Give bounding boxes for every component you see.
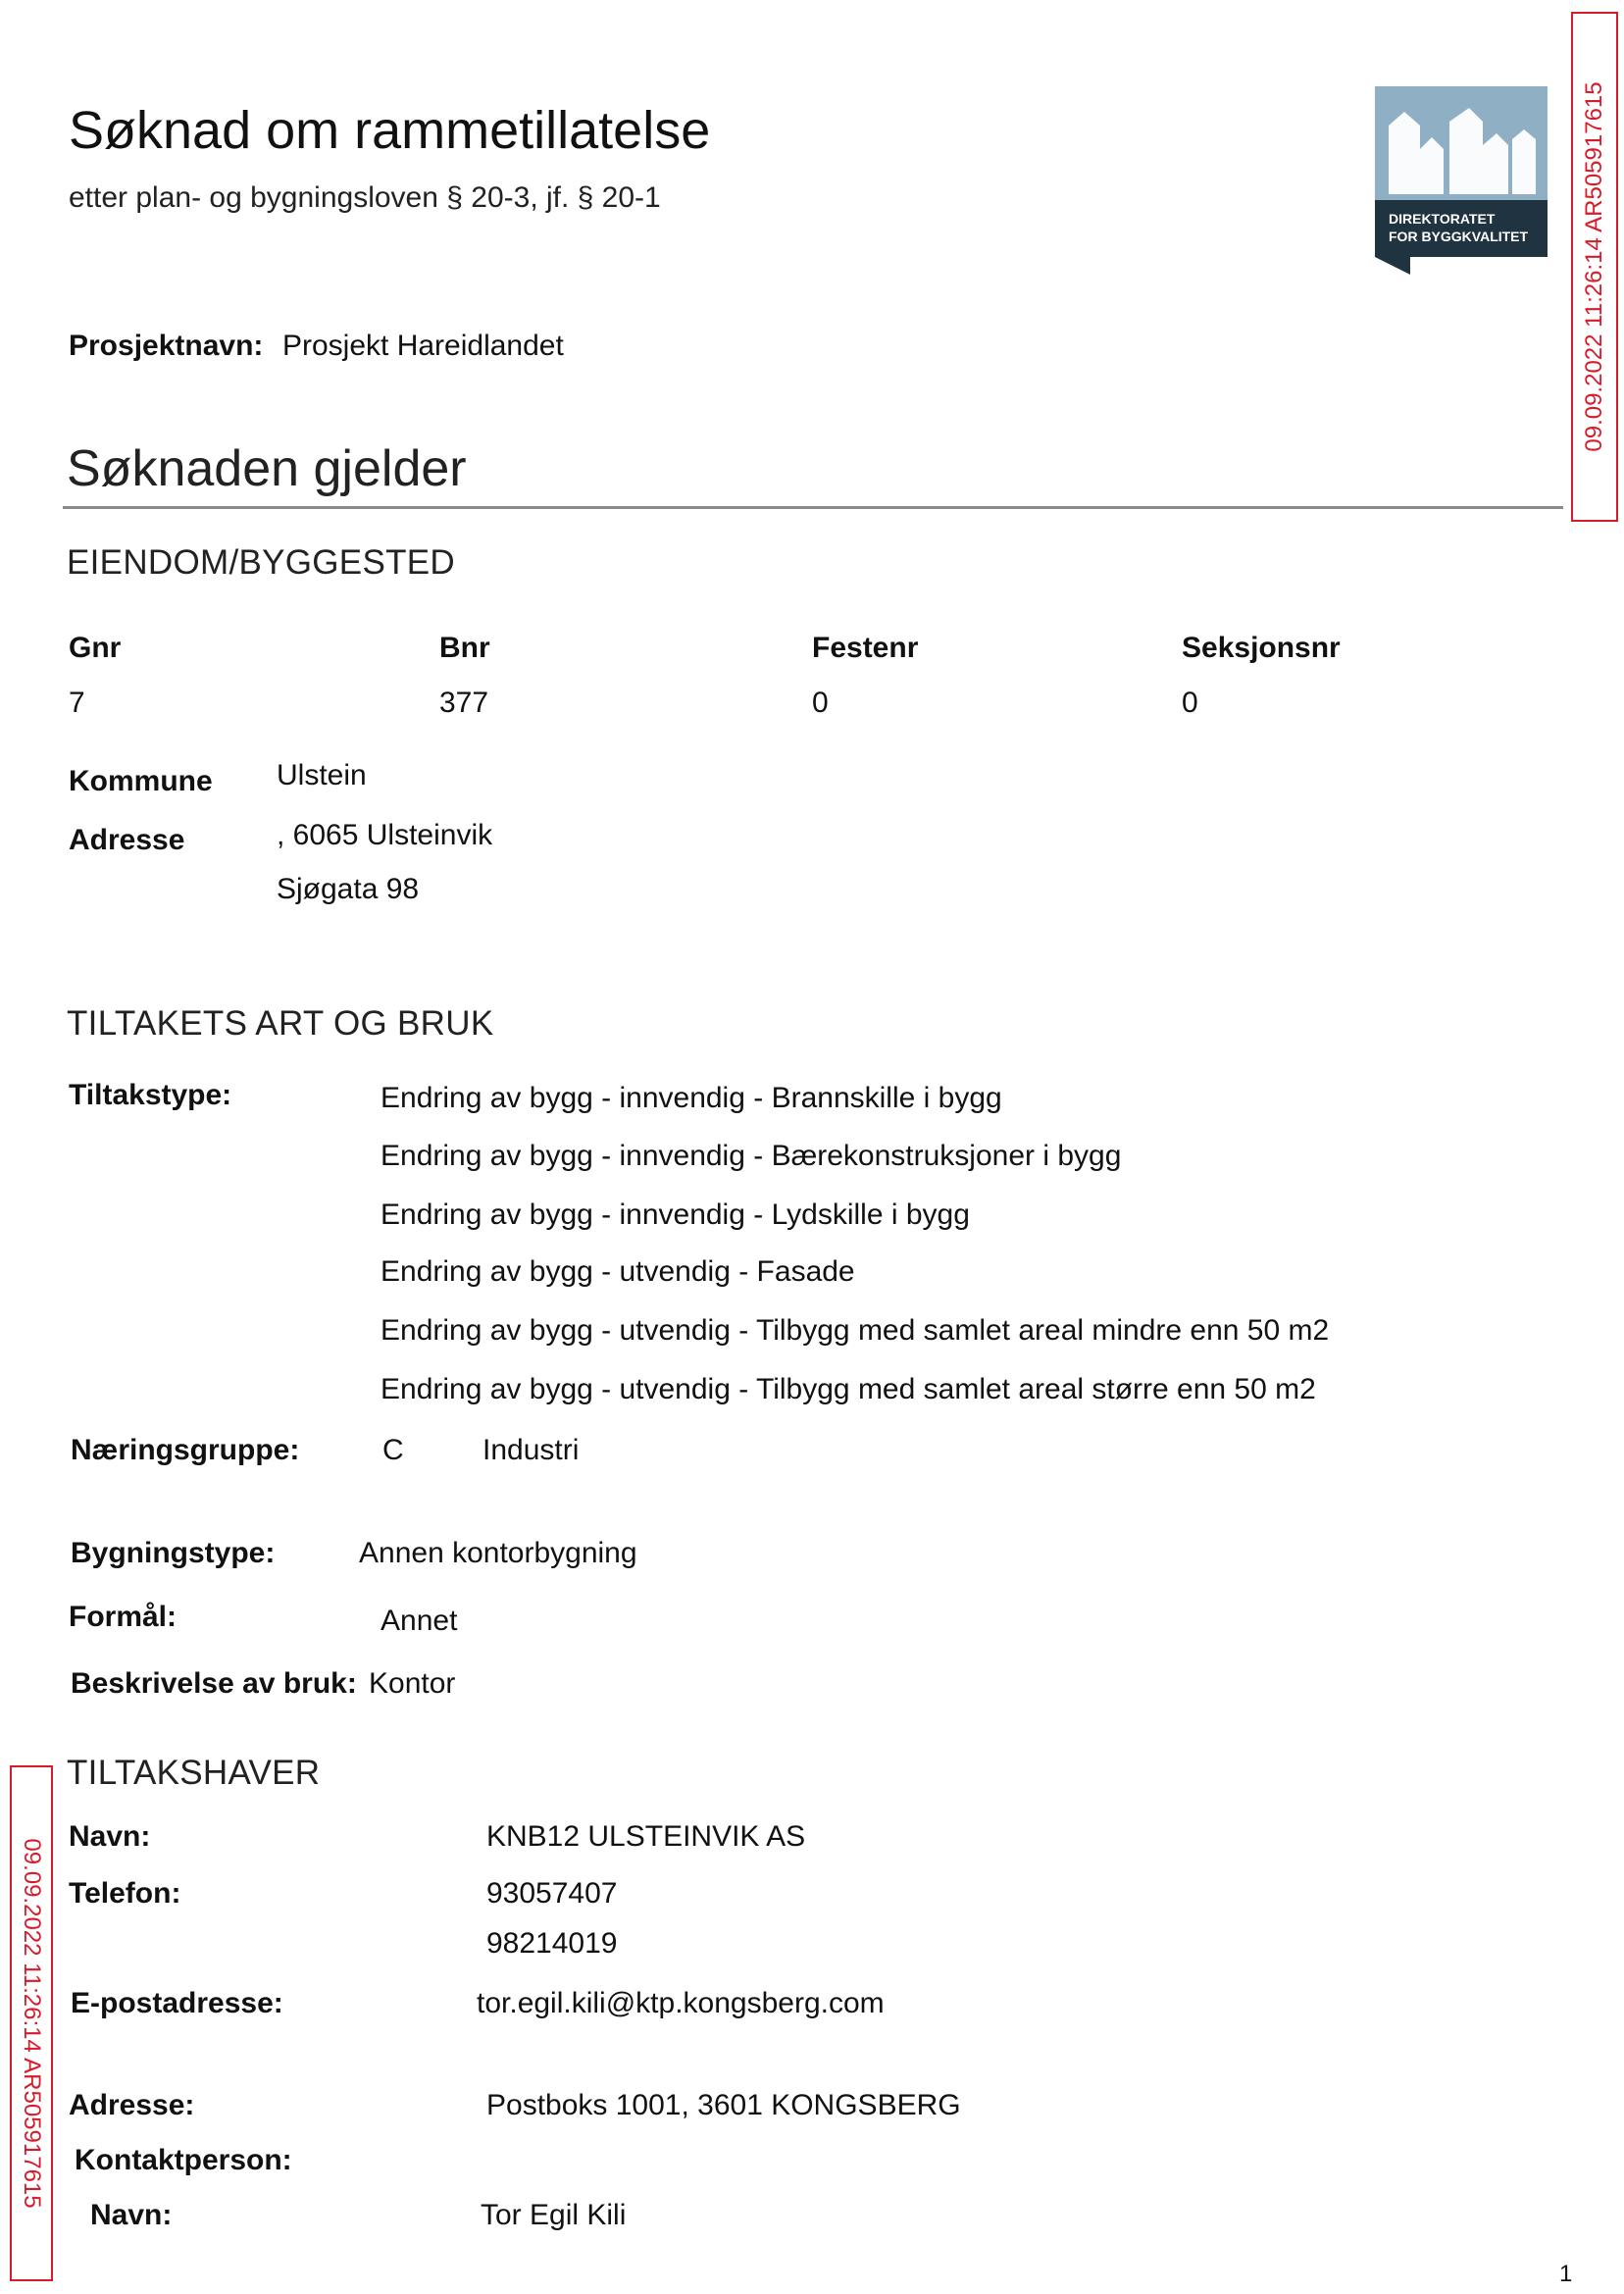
bnr-value: 377	[439, 687, 489, 719]
project-value: Prosjekt Hareidlandet	[282, 330, 564, 362]
festenr-label: Festenr	[812, 632, 919, 664]
bygningstype-value: Annen kontorbygning	[359, 1537, 637, 1569]
naeringsgruppe-code: C	[382, 1434, 404, 1466]
stamp-right-text: 09.09.2022 11:26:14 AR505917615	[1581, 81, 1607, 452]
page-number: 1	[1559, 2261, 1573, 2287]
logo-text-1: DIREKTORATET	[1389, 211, 1496, 227]
stamp-left	[10, 1765, 53, 2281]
beskrivelse-label: Beskrivelse av bruk:	[71, 1667, 357, 1700]
stamp-right	[1571, 12, 1618, 522]
logo-text-2: FOR BYGGKVALITET	[1389, 229, 1529, 244]
kommune-label: Kommune	[69, 765, 213, 797]
document-title: Søknad om rammetillatelse	[69, 101, 711, 160]
seksjonsnr-label: Seksjonsnr	[1182, 632, 1341, 664]
tiltakstype-label: Tiltakstype:	[69, 1079, 232, 1111]
tiltakshaver-adresse-value: Postboks 1001, 3601 KONGSBERG	[486, 2089, 961, 2121]
stamp-left-text: 09.09.2022 11:26:14 AR505917615	[19, 1838, 45, 2209]
adresse-label: Adresse	[69, 824, 185, 856]
formal-label: Formål:	[69, 1601, 178, 1633]
tiltakstype-item: Endring av bygg - utvendig - Fasade	[381, 1255, 855, 1288]
telefon-value: 93057407	[486, 1877, 618, 1910]
tiltakstype-item: Endring av bygg - utvendig - Tilbygg med samlet areal mindre enn 50 m2	[381, 1314, 1330, 1347]
gnr-label: Gnr	[69, 632, 122, 664]
dibk-logo-icon	[1375, 86, 1548, 275]
kontakt-navn-value: Tor Egil Kili	[481, 2199, 627, 2231]
bygningstype-label: Bygningstype:	[71, 1537, 276, 1569]
document-subtitle: etter plan- og bygningsloven § 20-3, jf. § 20-1	[69, 181, 661, 214]
tiltakstype-item: Endring av bygg - innvendig - Bærekonstruksjoner i bygg	[381, 1140, 1122, 1172]
kontaktperson-label: Kontaktperson:	[75, 2144, 292, 2176]
telefon-label: Telefon:	[69, 1877, 181, 1910]
tiltakstype-item: Endring av bygg - utvendig - Tilbygg med samlet areal større enn 50 m2	[381, 1373, 1316, 1405]
epost-value: tor.egil.kili@ktp.kongsberg.com	[477, 1987, 885, 2019]
tiltakshaver-adresse-label: Adresse:	[69, 2089, 195, 2121]
beskrivelse-value: Kontor	[369, 1667, 456, 1700]
kommune-value: Ulstein	[277, 759, 367, 791]
adresse-line-1: , 6065 Ulsteinvik	[277, 819, 493, 851]
naeringsgruppe-label: Næringsgruppe:	[71, 1434, 300, 1466]
section-title: Søknaden gjelder	[67, 440, 467, 497]
tiltak-heading: TILTAKETS ART OG BRUK	[67, 1004, 494, 1043]
kontakt-navn-label: Navn:	[90, 2199, 173, 2231]
festenr-value: 0	[812, 687, 829, 719]
naeringsgruppe-value: Industri	[482, 1434, 580, 1466]
epost-label: E-postadresse:	[71, 1987, 283, 2019]
gnr-value: 7	[69, 687, 85, 719]
section-divider	[63, 506, 1563, 509]
tiltakstype-item: Endring av bygg - innvendig - Brannskille i bygg	[381, 1082, 1002, 1114]
telefon-value: 98214019	[486, 1927, 618, 1960]
dibk-logo	[1375, 86, 1548, 275]
formal-value: Annet	[381, 1605, 458, 1637]
navn-value: KNB12 ULSTEINVIK AS	[486, 1820, 806, 1853]
project-label: Prosjektnavn:	[69, 330, 264, 362]
adresse-line-2: Sjøgata 98	[277, 873, 420, 905]
bnr-label: Bnr	[439, 632, 490, 664]
tiltakstype-item: Endring av bygg - innvendig - Lydskille i bygg	[381, 1198, 970, 1231]
eiendom-heading: EIENDOM/BYGGESTED	[67, 543, 455, 582]
tiltakshaver-heading: TILTAKSHAVER	[67, 1754, 321, 1792]
navn-label: Navn:	[69, 1820, 151, 1853]
seksjonsnr-value: 0	[1182, 687, 1198, 719]
